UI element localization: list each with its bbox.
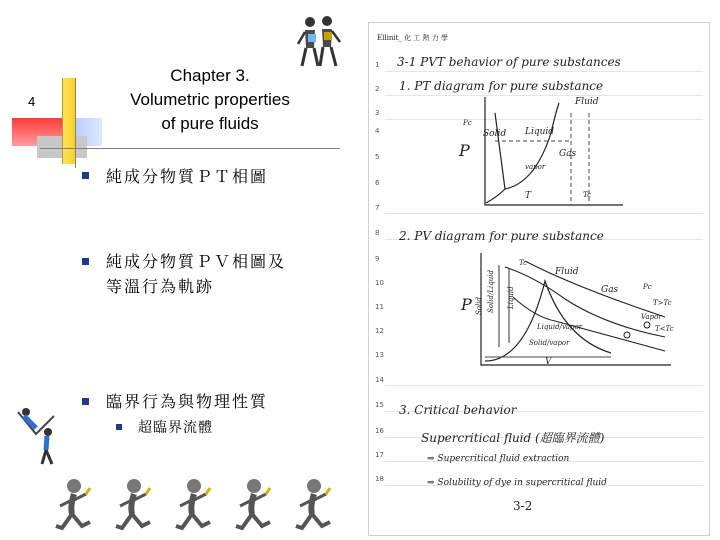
line-number: 10 [375, 279, 384, 287]
notes-heading-pv: 2. PV diagram for pure substance [399, 229, 604, 243]
pt-solid-label: Solid [483, 129, 507, 139]
people-clipart-icon [296, 14, 342, 74]
pv-diagram [385, 247, 685, 375]
bullet-marker-2 [82, 258, 89, 265]
notes-page-mark: 3-2 [513, 499, 533, 513]
pt-p-axis-label: P [459, 141, 470, 160]
line-number: 9 [375, 255, 380, 263]
pt-t-axis-label: T [525, 191, 532, 201]
pv-tc-label: Tc [519, 259, 528, 267]
notes-heading-pvt: 3-1 PVT behavior of pure substances [397, 55, 621, 69]
sub-bullet-marker [116, 424, 122, 430]
line-number: 1 [375, 61, 380, 69]
notes-heading-critical: 3. Critical behavior [399, 403, 517, 417]
pv-tltc-label: T<Tc [655, 325, 674, 333]
slide-title [100, 64, 320, 136]
bullet-marker-3 [82, 398, 89, 405]
bullet-marker-1 [82, 172, 89, 179]
slide-number: 4 [28, 94, 36, 109]
line-number: 5 [375, 153, 380, 161]
pt-pc-label: Pc [463, 119, 472, 127]
bullet-pt-diagram: 純成分物質ＰＴ相圖 [106, 167, 269, 186]
pv-solid-vapor-label: Solid/vapor [529, 339, 570, 347]
pv-solid-liquid-label: Solid/Liquid [487, 270, 495, 313]
notes-extraction: ⇒ Supercritical fluid extraction [427, 454, 570, 464]
title-line-3: of pure fluids [161, 114, 259, 133]
pt-liquid-label: Liquid [525, 127, 555, 137]
bullet-critical-behavior: 臨界行為與物理性質 [106, 392, 269, 411]
pv-v-axis-label: V [545, 357, 552, 367]
pv-solid-label: Solid [475, 297, 483, 315]
bullet-pv-diagram-line2: 等溫行為軌跡 [106, 277, 215, 296]
pt-fluid-label: Fluid [575, 97, 599, 107]
pt-gas-label: Gas [559, 149, 577, 159]
decor-yellow-bar [62, 78, 75, 164]
line-number: 4 [375, 127, 380, 135]
pt-vapor-label: vapor [525, 163, 546, 171]
title-line-1: Chapter 3. [170, 66, 250, 85]
title-line-2: Volumetric properties [130, 90, 290, 109]
pv-pc-label: Pc [643, 283, 652, 291]
lecture-notes-image [368, 22, 710, 536]
line-number: 13 [375, 351, 384, 359]
line-number: 3 [375, 109, 380, 117]
pt-tc-label: Tc [583, 191, 592, 199]
pv-p-axis-label: P [461, 295, 472, 314]
line-number: 16 [375, 427, 384, 435]
pv-gas-label: Gas [601, 285, 619, 295]
line-number: 14 [375, 376, 384, 384]
pv-ttc-label: T>Tc [653, 299, 672, 307]
line-number: 8 [375, 229, 380, 237]
pv-vapor-label: Vapor [641, 313, 662, 321]
pt-diagram [385, 93, 655, 213]
line-number: 6 [375, 179, 380, 187]
line-number: 15 [375, 401, 384, 409]
pv-fluid-label: Fluid [555, 267, 579, 277]
line-number: 12 [375, 327, 384, 335]
decor-vertical-line [75, 78, 76, 168]
decor-horizontal-line [40, 148, 340, 149]
line-number: 11 [375, 303, 384, 311]
line-number: 7 [375, 204, 380, 212]
runner-figures-clipart [52, 476, 352, 538]
notes-heading-pt: 1. PT diagram for pure substance [399, 79, 604, 93]
pv-liquid-label: Liquid [507, 286, 515, 309]
notes-header: Ellinit_ 化 工 熱 力 學 [377, 34, 449, 42]
sub-bullet-supercritical: 超臨界流體 [138, 420, 213, 436]
climber-clipart-icon [14, 406, 60, 470]
line-number: 18 [375, 475, 384, 483]
notes-supercritical-fluid: Supercritical fluid (超臨界流體) [421, 431, 605, 445]
line-number: 2 [375, 85, 380, 93]
notes-solubility: ⇒ Solubility of dye in supercritical fluid [427, 478, 607, 488]
bullet-pv-diagram-line1: 純成分物質ＰＶ相圖及 [106, 252, 287, 271]
line-number: 17 [375, 451, 384, 459]
pv-liquid-vapor-label: Liquid/vapor [537, 323, 583, 331]
